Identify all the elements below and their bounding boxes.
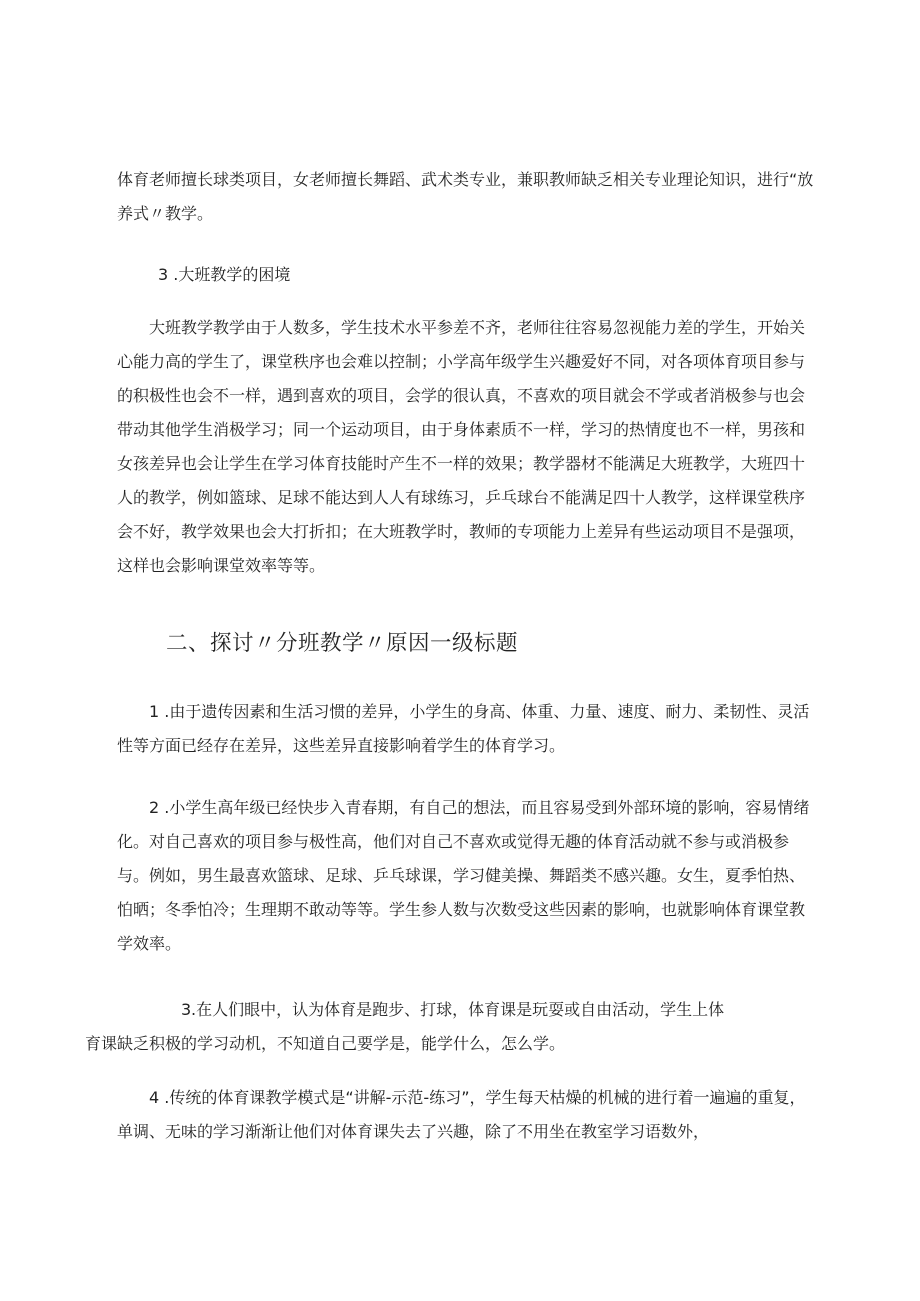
list-item-1: 1 .由于遗传因素和生活习惯的差异，小学生的身高、体重、力量、速度、耐力、柔韧性、灵活性等方面已经存在差异，这些差异直接影响着学生的体育学习。	[117, 702, 810, 755]
list-item-3	[85, 993, 817, 1061]
list-item-3-number: 3	[181, 1000, 192, 1019]
list-item-3-line1: .在人们眼中，认为体育是跑步、打球，体育课是玩耍或自由活动，学生上体	[191, 1000, 725, 1019]
paragraph-teacher-expertise: 体育老师擅长球类项目，女老师擅长舞蹈、武术类专业，兼职教师缺乏相关专业理论知识，进行“放养式〃教学。	[117, 170, 814, 223]
subheading-large-class-dilemma: 3 .大班教学的困境	[158, 265, 291, 284]
list-item-2: 2 .小学生高年级已经快步入青春期，有自己的想法，而且容易受到外部环境的影响，容易情绪化。对自己喜欢的项目参与极性高，他们对自己不喜欢或觉得无趣的体育活动就不参与或消极参与。例如，男生最喜欢篮球、足球、乒乓球课，学习健美操、舞蹈类不感兴趣。女生，夏季怕热、怕晒；冬季怕冷；生理期不敢动等等。学生参人数与次数受这些因素的影响，也就影响体育课堂教学效率。	[117, 798, 810, 953]
paragraph-large-class-teaching: 大班教学教学由于人数多，学生技术水平参差不齐，老师往往容易忽视能力差的学生，开始关心能力高的学生了，课堂秩序也会难以控制；小学高年级学生兴趣爱好不同，对各项体育项目参与的积极性也会不一样，遇到喜欢的项目，会学的很认真，不喜欢的项目就会不学或者消极参与也会带动其他学生消极学习；同一个运动项目，由于身体素质不一样，学习的热情度也不一样，男孩和女孩差异也会让学生在学习体育技能时产生不一样的效果；教学器材不能满足大班教学，大班四十人的教学，例如篮球、足球不能达到人人有球练习，乒乓球台不能满足四十人教学，这样课堂秩序会不好，教学效果也会大打折扣；在大班教学时，教师的专项能力上差异有些运动项目不是强项，这样也会影响课堂效率等等。	[117, 318, 806, 575]
section-heading: 二、探讨〃分班教学〃原因一级标题	[166, 631, 519, 656]
list-item-3-line2: 育课缺乏积极的学习动机，不知道自己要学是，能学什么，怎么学。	[85, 1034, 566, 1053]
list-item-4: 4 .传统的体育课教学模式是“讲解-示范-练习”，学生每天枯燥的机械的进行着一遍遍的重复，单调、无味的学习渐渐让他们对体育课失去了兴趣，除了不用坐在教室学习语数外，	[117, 1088, 806, 1141]
